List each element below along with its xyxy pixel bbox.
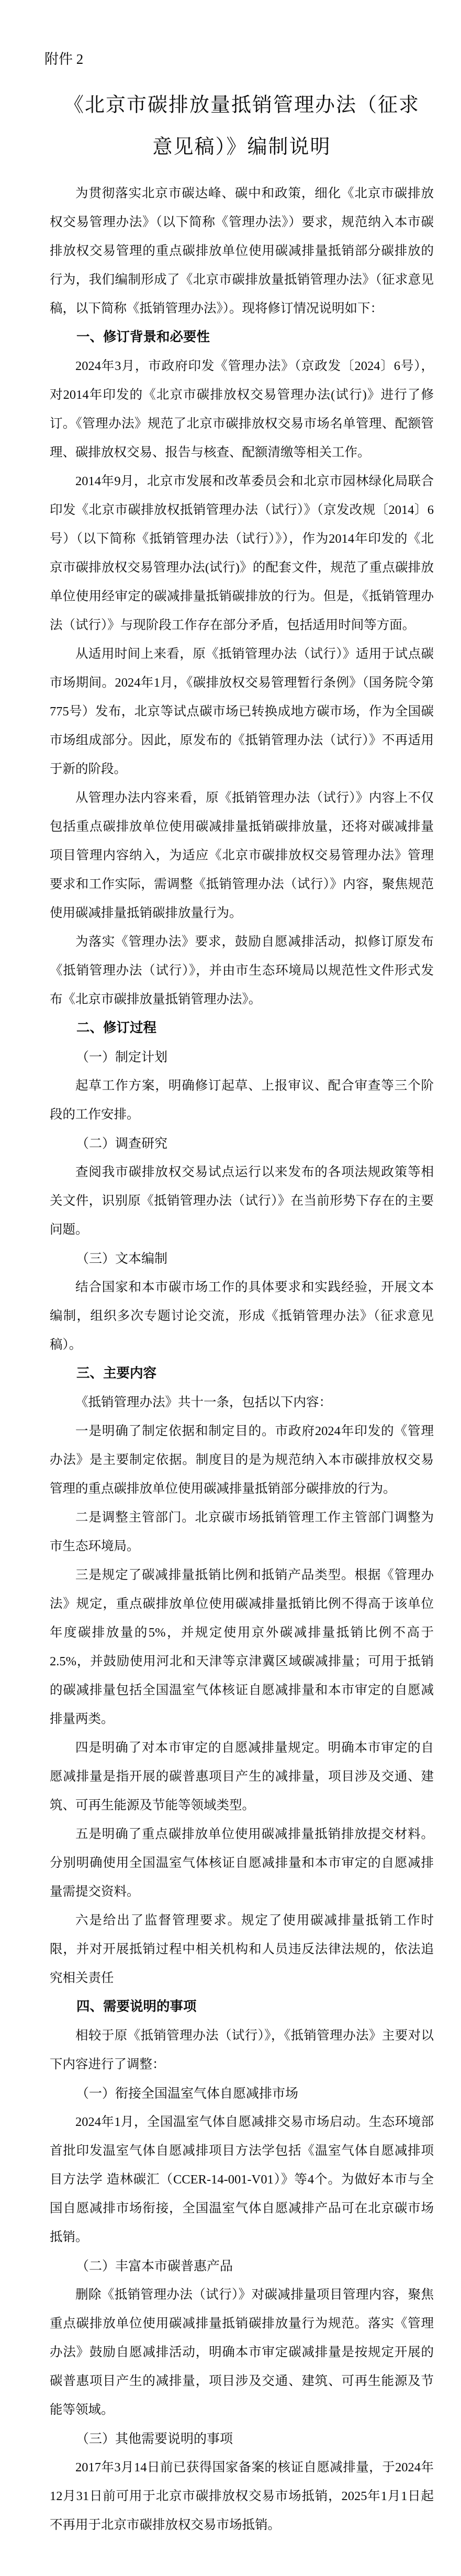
document-title: 《北京市碳排放量抵销管理办法（征求意见稿）》编制说明 [64,93,420,158]
section-heading: （一）衔接全国温室气体自愿减排市场 [76,2086,299,2101]
section-heading: （二）丰富本市碳普惠产品 [76,2258,233,2273]
section-heading: 四、需要说明的事项 [76,1999,197,2014]
paragraph: 2017年3月14日前已获得国家备案的核证自愿减排量，于2024年12月31日前可用于北京市碳排放权交易市场抵销，2025年1月1日起不再用于北京市碳排放权交易市场抵销。 [50,2460,434,2532]
paragraph: 2024年3月，市政府印发《管理办法》（京政发〔2024〕6号），对2014年印发的《北京市碳排放权交易管理办法(试行)》进行了修订。《管理办法》规范了北京市碳排放权交易市场名单管理、配额管理、碳排放权交易、报告与核查、配额清缴等相关工作。 [50,359,434,460]
paragraph: 二是调整主管部门。北京碳市场抵销管理工作主管部门调整为市生态环境局。 [50,1510,434,1553]
section-heading: （二）调查研究 [76,1136,168,1151]
section-heading: 三、主要内容 [76,1366,157,1381]
section-heading: 一、修订背景和必要性 [76,330,210,344]
paragraph: 起草工作方案，明确修订起草、上报审议、配合审查等三个阶段的工作安排。 [50,1079,434,1122]
paragraph: 为落实《管理办法》要求，鼓励自愿减排活动，拟修订原发布《抵销管理办法（试行）》，并由市生态环境局以规范性文件形式发布《北京市碳排放量抵销管理办法》。 [50,935,434,1006]
paragraph: 五是明确了重点碳排放单位使用碳减排量抵销排放提交材料。分别明确使用全国温室气体核证自愿减排量和本市审定的自愿减排量需提交资料。 [50,1827,434,1899]
paragraph: 三是规定了碳减排量抵销比例和抵销产品类型。根据《管理办法》规定，重点碳排放单位使用碳减排量抵销比例不得高于该单位年度碳排放量的5%，并规定使用京外碳减排量抵销比例不高于2.5%，并鼓励使用河北和天津等京津冀区域碳减排量；可用于抵销的碳减排量包括全国温室气体核证自愿减排量和本市审定的自愿减排量两类。 [50,1568,434,1726]
paragraph: 一是明确了制定依据和制定目的。市政府2024年印发的《管理办法》是主要制定依据。制度目的是为规范纳入本市碳排放权交易管理的重点碳排放单位使用碳减排量抵销部分碳排放的行为。 [50,1424,434,1496]
paragraph: 查阅我市碳排放权交易试点运行以来发布的各项法规政策等相关文件，识别原《抵销管理办法（试行）》在当前形势下存在的主要问题。 [50,1165,434,1237]
attachment-label: 附件 2 [44,51,84,67]
paragraph: 从管理办法内容来看，原《抵销管理办法（试行）》内容上不仅包括重点碳排放单位使用碳减排量抵销碳排放量，还将对碳减排量项目管理内容纳入，为适应《北京市碳排放权交易管理办法》管理要求和工作实际，需调整《抵销管理办法（试行）》内容，聚焦规范使用碳减排量抵销碳排放量行为。 [50,791,434,920]
paragraph: 结合国家和本市碳市场工作的具体要求和实践经验，开展文本编制，组织多次专题讨论交流，形成《抵销管理办法》（征求意见稿）。 [50,1280,434,1352]
document-body [50,179,434,2539]
paragraph: 六是给出了监督管理要求。规定了使用碳减排量抵销工作时限，并对开展抵销过程中相关机构和人员违反法律法规的，依法追究相关责任 [50,1913,434,1985]
section-heading: （一）制定计划 [76,1049,168,1065]
paragraph: 四是明确了对本市审定的自愿减排量规定。明确本市审定的自愿减排量是指开展的碳普惠项目产生的减排量，项目涉及交通、建筑、可再生能源及节能等领域类型。 [50,1741,434,1812]
section-heading: （三）其他需要说明的事项 [76,2431,233,2446]
paragraph: 相较于原《抵销管理办法（试行）》，《抵销管理办法》主要对以下内容进行了调整： [50,2029,434,2071]
paragraph: 2024年1月，全国温室气体自愿减排交易市场启动。生态环境部首批印发温室气体自愿减排项目方法学包括《温室气体自愿减排项目方法学 造林碳汇（CCER-14-001-V01）》等4个。为做好本市与全国自愿减排市场衔接，全国温室气体自愿减排产品可在北京碳市场抵销。 [50,2115,434,2244]
paragraph: 从适用时间上来看，原《抵销管理办法（试行）》适用于试点碳市场期间。2024年1月，《碳排放权交易管理暂行条例》（国务院令第775号）发布，北京等试点碳市场已转换成地方碳市场，作为全国碳市场组成部分。因此，原发布的《抵销管理办法（试行）》不再适用于新的阶段。 [50,647,434,776]
section-heading: 二、修订过程 [76,1021,157,1035]
paragraph: 为贯彻落实北京市碳达峰、碳中和政策，细化《北京市碳排放权交易管理办法》（以下简称《管理办法》）要求，规范纳入本市碳排放权交易管理的重点碳排放单位使用碳减排量抵销部分碳排放的行为，我们编制形成了《北京市碳排放量抵销管理办法》（征求意见稿，以下简称《抵销管理办法》）。现将修订情况说明如下： [50,186,434,316]
paragraph: 删除《抵销管理办法（试行）》对碳减排量项目管理内容，聚焦重点碳排放单位使用碳减排量抵销碳排放量行为规范。落实《管理办法》鼓励自愿减排活动，明确本市审定碳减排量是按规定开展的碳普惠项目产生的减排量，项目涉及交通、建筑、可再生能源及节能等领域。 [50,2288,434,2417]
paragraph: 《抵销管理办法》共十一条，包括以下内容： [75,1395,332,1409]
paragraph: 2014年9月，北京市发展和改革委员会和北京市园林绿化局联合印发《北京市碳排放权抵销管理办法（试行）》（京发改规〔2014〕6号）（以下简称《抵销管理办法（试行）》），作为2014年印发的《北京市碳排放权交易管理办法(试行)》的配套文件，规范了重点碳排放单位使用经审定的碳减排量抵销碳排放的行为。但是，《抵销管理办法（试行）》与现阶段工作存在部分矛盾，包括适用时间等方面。 [50,474,434,632]
section-heading: （三）文本编制 [76,1251,168,1266]
